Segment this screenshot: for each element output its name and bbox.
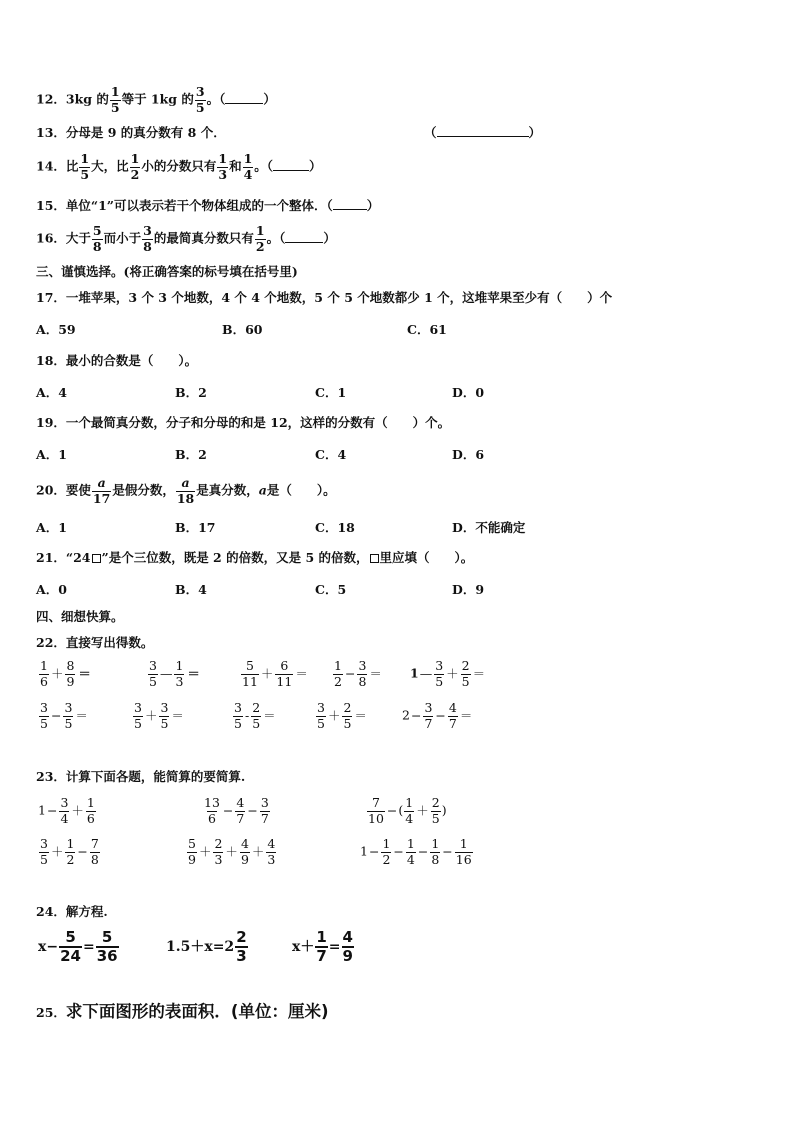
equation: x− $\frac{5}{24}$ = $\frac{5}{36}$: [38, 928, 118, 965]
question-22: 22．直接写出得数。: [36, 635, 154, 650]
expression: 2− $\frac{3}{7}$ − $\frac{4}{7}$ ＝: [402, 700, 473, 731]
expression: $\frac{1}{2}$ − $\frac{3}{8}$ ＝: [334, 658, 382, 689]
expression: $\frac{3}{5}$ − $\frac{3}{5}$ ＝: [40, 700, 88, 731]
expression: $\frac{7}{10}$ −( $\frac{1}{4}$ ＋ $\frac{2}{5}$ ): [368, 795, 447, 826]
expression: $\frac{3}{5}$ ＋ $\frac{1}{2}$ − $\frac{7}{8}$: [40, 836, 99, 867]
option-a[interactable]: A．1: [36, 447, 67, 462]
option-d[interactable]: D．6: [452, 447, 485, 462]
fraction: $\frac{1}{5}$: [110, 84, 120, 115]
expression: $\frac{3}{5}$ ＋ $\frac{2}{5}$ ＝: [317, 700, 367, 731]
question-21: 21．“24 ”是个三位数，既是 2 的倍数，又是 5 的倍数， 里应填（ ）。: [36, 550, 474, 565]
option-b[interactable]: B．60: [222, 322, 263, 337]
option-b[interactable]: B．2: [175, 447, 207, 462]
expression: $\frac{13}{6}$ − $\frac{4}{7}$ − $\frac{3}{7}$: [204, 795, 269, 826]
question-18: 18．最小的合数是（ ）。: [36, 353, 198, 368]
equation: x＋ $\frac{1}{7}$ = $\frac{4}{9}$: [292, 928, 353, 965]
answer-bracket-13: （ ）: [424, 125, 542, 140]
option-c[interactable]: C．61: [407, 322, 447, 337]
question-number: 12．: [36, 91, 66, 107]
question-20: 20．要使 $\frac{a}{17}$ 是假分数， $\frac{a}{18}$ 是真分数，a是（ ）。: [36, 475, 336, 506]
expression: $\frac{3}{5}$ - $\frac{2}{5}$ ＝: [234, 700, 276, 731]
square-blank-icon: [370, 554, 379, 563]
fraction: $\frac{1}{2}$: [255, 223, 265, 254]
option-a[interactable]: A．1: [36, 520, 67, 535]
fraction: $\frac{1}{3}$: [218, 151, 228, 182]
option-c[interactable]: C．1: [315, 385, 347, 400]
option-b[interactable]: B．17: [175, 520, 216, 535]
answer-blank[interactable]: [225, 103, 263, 104]
fraction: $\frac{1}{5}$: [80, 151, 90, 182]
option-b[interactable]: B．4: [175, 582, 207, 597]
expression: 1— $\frac{3}{5}$ ＋ $\frac{2}{5}$ ＝: [410, 658, 486, 689]
option-c[interactable]: C．5: [315, 582, 347, 597]
option-a[interactable]: A．59: [36, 322, 76, 337]
expression: $\frac{1}{6}$ ＋ $\frac{8}{9}$ ＝: [40, 658, 91, 689]
answer-blank[interactable]: [437, 136, 529, 137]
question-17: 17．一堆苹果，3 个 3 个地数，4 个 4 个地数，5 个 5 个地数都少 1 个，这堆苹果至少有（ ）个: [36, 290, 613, 305]
expression: $\frac{5}{11}$ ＋ $\frac{6}{11}$ ＝: [242, 658, 308, 689]
square-blank-icon: [92, 554, 101, 563]
expression: $\frac{3}{5}$ — $\frac{1}{3}$ ＝: [149, 658, 200, 689]
question-25: 25．求下面图形的表面积．(单位：厘米): [36, 1002, 329, 1021]
fraction: $\frac{1}{2}$: [130, 151, 140, 182]
expression: $\frac{3}{5}$ ＋ $\frac{3}{5}$ ＝: [134, 700, 184, 731]
answer-blank[interactable]: [285, 242, 323, 243]
section-heading-calc: 四、细想快算。: [36, 609, 124, 624]
option-a[interactable]: A．0: [36, 582, 67, 597]
question-24: 24．解方程.: [36, 904, 108, 919]
equation: 1.5＋x=2 $\frac{2}{3}$: [166, 928, 247, 965]
question-15: 15．单位“1”可以表示若干个物体组成的一个整体．（ ）: [36, 198, 380, 213]
expression: 1− $\frac{1}{2}$ − $\frac{1}{4}$ − $\frac{1}{8}$ − $\frac{1}{16}$: [360, 836, 472, 867]
fraction: $\frac{a}{17}$: [92, 475, 111, 506]
option-d[interactable]: D．不能确定: [452, 520, 526, 535]
expression: $\frac{5}{9}$ ＋ $\frac{2}{3}$ ＋ $\frac{4}{9}$ ＋ $\frac{4}{3}$: [188, 836, 276, 867]
option-a[interactable]: A．4: [36, 385, 67, 400]
question-16: 16．大于 $\frac{5}{8}$ 而小于 $\frac{3}{8}$ 的最简真分数只有 $\frac{1}{2}$ 。（ ）: [36, 223, 336, 254]
question-14: 14．比 $\frac{1}{5}$ 大，比 $\frac{1}{2}$ 小的分数只有 $\frac{1}{3}$ 和 $\frac{1}{4}$ 。（ ）: [36, 151, 322, 182]
fraction: $\frac{1}{4}$: [243, 151, 253, 182]
question-23: 23．计算下面各题，能简算的要简算.: [36, 769, 246, 784]
section-heading-choice: 三、谨慎选择。(将正确答案的标号填在括号里): [36, 264, 298, 279]
option-b[interactable]: B．2: [175, 385, 207, 400]
option-d[interactable]: D．9: [452, 582, 485, 597]
fraction: $\frac{3}{5}$: [195, 84, 205, 115]
option-d[interactable]: D．0: [452, 385, 485, 400]
answer-blank[interactable]: [273, 170, 309, 171]
answer-blank[interactable]: [333, 209, 367, 210]
fraction: $\frac{a}{18}$: [176, 475, 195, 506]
expression: 1− $\frac{3}{4}$ ＋ $\frac{1}{6}$: [38, 795, 95, 826]
fraction: $\frac{5}{8}$: [92, 223, 102, 254]
question-19: 19．一个最简真分数，分子和分母的和是 12，这样的分数有（ ）个。: [36, 415, 451, 430]
fraction: $\frac{3}{8}$: [143, 223, 152, 254]
question-13: 13．分母是 9 的真分数有 8 个．: [36, 125, 226, 140]
question-12: 12．3kg 的 $\frac{1}{5}$ 等于 1kg 的 $\frac{3}{5}$ 。（ ）: [36, 84, 276, 115]
option-c[interactable]: C．18: [315, 520, 355, 535]
option-c[interactable]: C．4: [315, 447, 347, 462]
